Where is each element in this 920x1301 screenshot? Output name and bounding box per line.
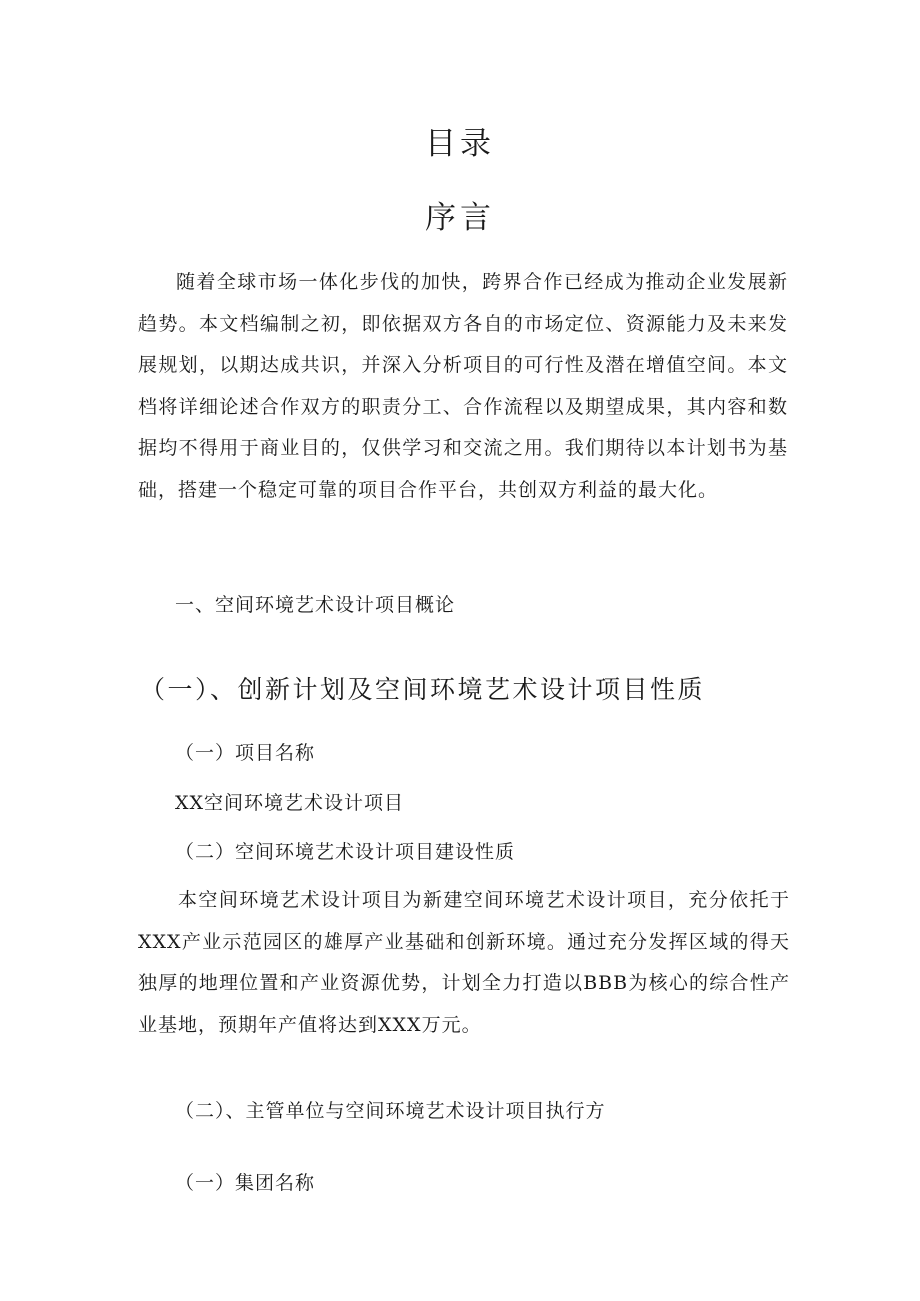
- item-heading-project-name: （一）项目名称: [175, 742, 316, 764]
- preface-title: 序言: [425, 200, 495, 236]
- item-heading-construction-nature: （二）空间环境艺术设计项目建设性质: [175, 841, 516, 863]
- subsection-heading-executing-party: （二）、主管单位与空间环境艺术设计项目执行方: [175, 1100, 606, 1122]
- project-name-value: XX空间环境艺术设计项目: [175, 792, 405, 814]
- section-heading-overview: 一、空间环境艺术设计项目概论: [175, 594, 456, 616]
- item-heading-group-name: （一）集团名称: [175, 1172, 316, 1194]
- construction-nature-paragraph: 本空间环境艺术设计项目为新建空间环境艺术设计项目，充分依托于XXX产业示范园区的雄厚产业基础和创新环境。通过充分发挥区域的得天独厚的地理位置和产业资源优势，计划全力打造以BBB为核心的综合性产业基地，预期年产值将达到XXX万元。: [138, 889, 790, 1036]
- preface-paragraph: 随着全球市场一体化步伐的加快，跨界合作已经成为推动企业发展新趋势。本文档编制之初，即依据双方各自的市场定位、资源能力及未来发展规划，以期达成共识，并深入分析项目的可行性及潜在增值空间。本文档将详细论述合作双方的职责分工、合作流程以及期望成果，其内容和数据均不得用于商业目的，仅供学习和交流之用。我们期待以本计划书为基础，搭建一个稳定可靠的项目合作平台，共创双方利益的最大化。: [138, 271, 788, 501]
- subsection-heading-innovation-plan: （一）、创新计划及空间环境艺术设计项目性质: [140, 675, 706, 704]
- toc-title: 目录: [425, 126, 495, 162]
